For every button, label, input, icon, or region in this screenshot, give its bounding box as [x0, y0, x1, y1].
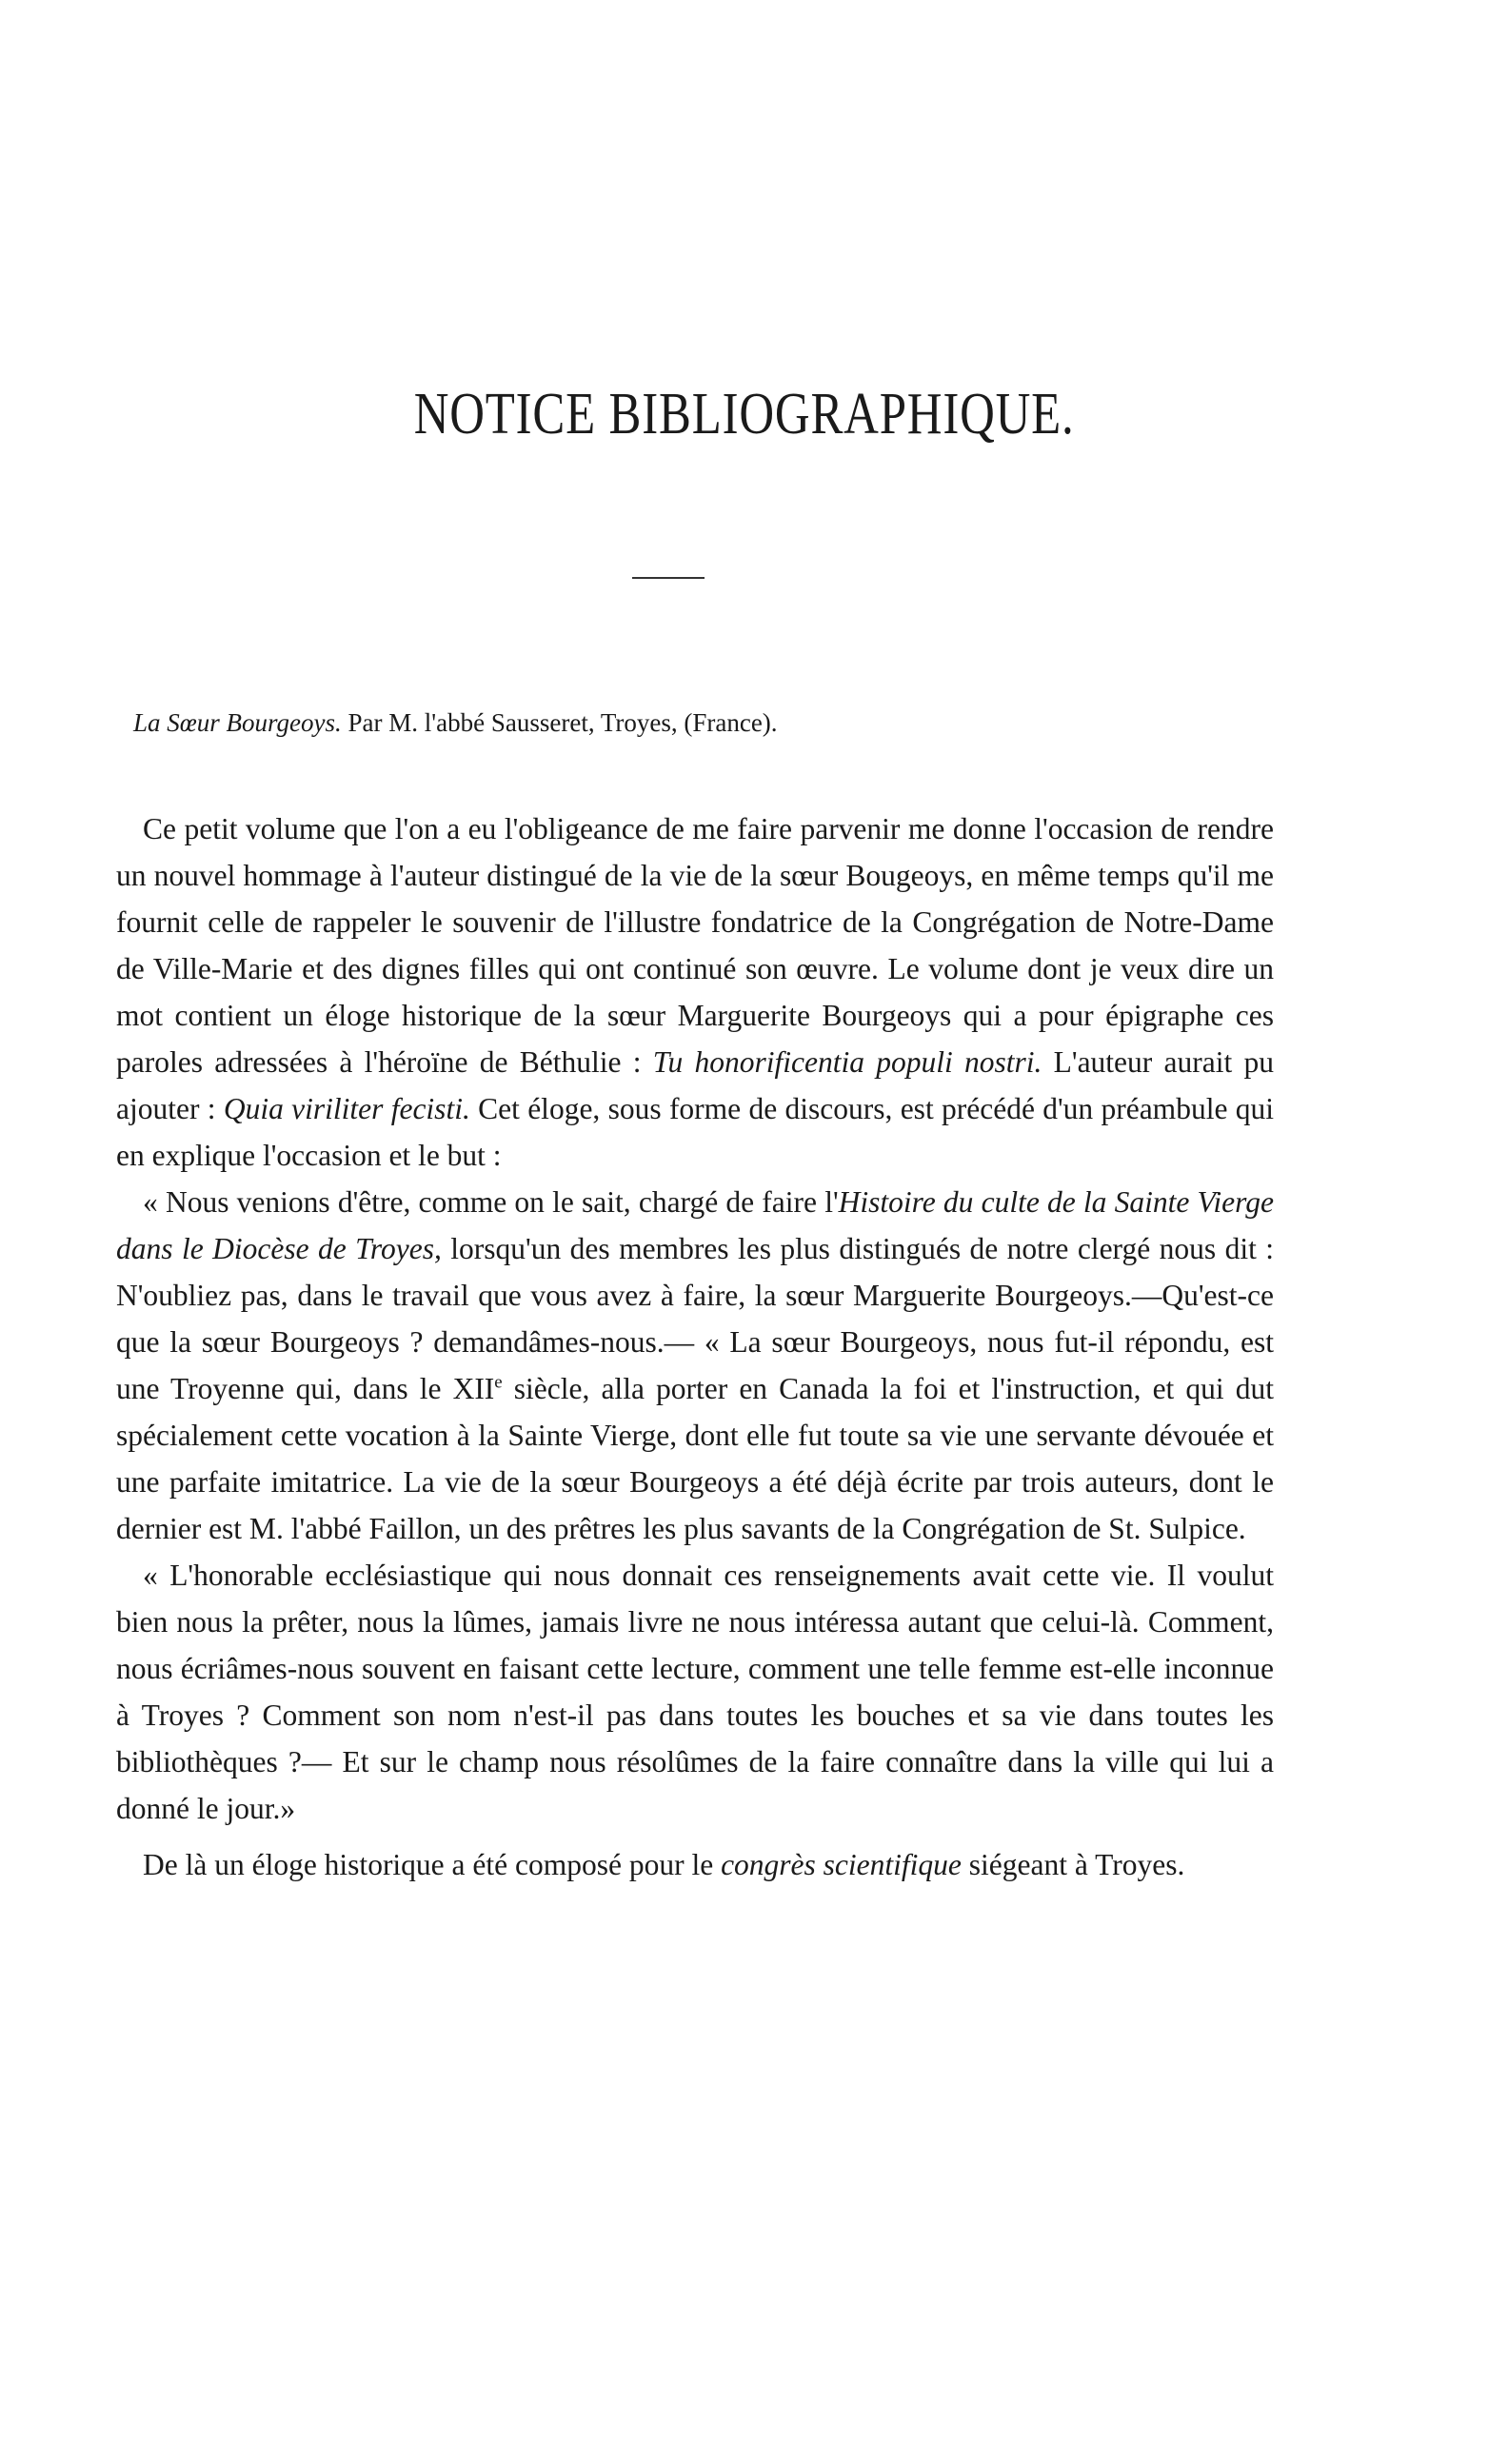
event-name: congrès scientifique: [721, 1848, 962, 1881]
paragraph-2-text-b: lorsqu'un des membres les plus distingués de notre clergé nous dit : N'oubliez pas, dans le travail que vous avez à faire, la sœur Marguerite Bourgeoys.—Qu'est-ce que la sœur Bourgeoys ? demandâmes-nous.— « La sœur Bourgeoys, nous fut-il répondu, est une Troyenne qui, dans le XII: [116, 1232, 1274, 1405]
paragraph-2-text-c: siècle, alla porter en Canada la foi et l'instruction, et qui dut spécialement cette vocation à la Sainte Vierge, dont elle fut toute sa vie une servante dévouée et une parfaite imitatrice. La vie de la sœur Bourgeoys a été déjà écrite par trois auteurs, dont le dernier est M. l'abbé Faillon, un des prêtres les plus savants de la Congrégation de St. Sulpice.: [116, 1372, 1274, 1545]
book-title: Histoire du culte de la Sainte Vierge dans le Diocèse de Troyes,: [116, 1185, 1274, 1265]
paragraph-1-text-b: L'auteur aurait pu ajouter :: [116, 1045, 1274, 1125]
reference-work-title: La Sœur Bourgeoys.: [133, 708, 342, 737]
century-superscript: e: [494, 1372, 503, 1393]
paragraph-1-text-c: Cet éloge, sous forme de discours, est précédé d'un préambule qui en explique l'occasion et le but :: [116, 1092, 1274, 1172]
paragraph-4-text-a: De là un éloge historique a été composé pour le: [143, 1848, 722, 1881]
page-title: NOTICE BIBLIOGRAPHIQUE.: [413, 382, 1075, 447]
bibliographic-reference: [133, 708, 778, 738]
paragraph-4-text-b: siégeant à Troyes.: [961, 1848, 1185, 1881]
paragraph-2-text-a: « Nous venions d'être, comme on le sait, chargé de faire l': [143, 1185, 839, 1219]
paragraph-3: « L'honorable ecclésiastique qui nous donnait ces renseignements avait cette vie. Il voulut bien nous la prêter, nous la lûmes, jamais livre ne nous intéressa autant que celui-là. Comment, nous écriâmes-nous souvent en faisant cette lecture, comment une telle femme est-elle inconnue à Troyes ? Comment son nom n'est-il pas dans toutes les bouches et sa vie dans toutes les bibliothèques ?— Et sur le champ nous résolûmes de la faire connaître dans la ville qui lui a donné le jour.»: [116, 1559, 1274, 1825]
epigraph-quote: Tu honorificentia populi nostri.: [652, 1045, 1042, 1079]
addition-quote: Quia viriliter fecisti.: [223, 1092, 470, 1125]
paragraph-2: [116, 1179, 1274, 1552]
paragraph-1-text-a: Ce petit volume que l'on a eu l'obligeance de me faire parvenir me donne l'occasion de rendre un nouvel hommage à l'auteur distingué de la vie de la sœur Bougeoys, en même temps qu'il me fournit celle de rappeler le souvenir de l'illustre fondatrice de la Congrégation de Notre-Dame de Ville-Marie et des dignes filles qui ont continué son œuvre. Le volume dont je veux dire un mot contient un éloge historique de la sœur Marguerite Bourgeoys qui a pour épigraphe ces paroles adressées à l'héroïne de Béthulie :: [116, 812, 1274, 1079]
reference-author-place: Par M. l'abbé Sausseret, Troyes, (France).: [341, 708, 778, 737]
paragraph-4: [116, 1841, 1274, 1888]
body-text: [116, 805, 1274, 1888]
paragraph-1: [116, 805, 1274, 1179]
title-divider: [632, 577, 705, 579]
